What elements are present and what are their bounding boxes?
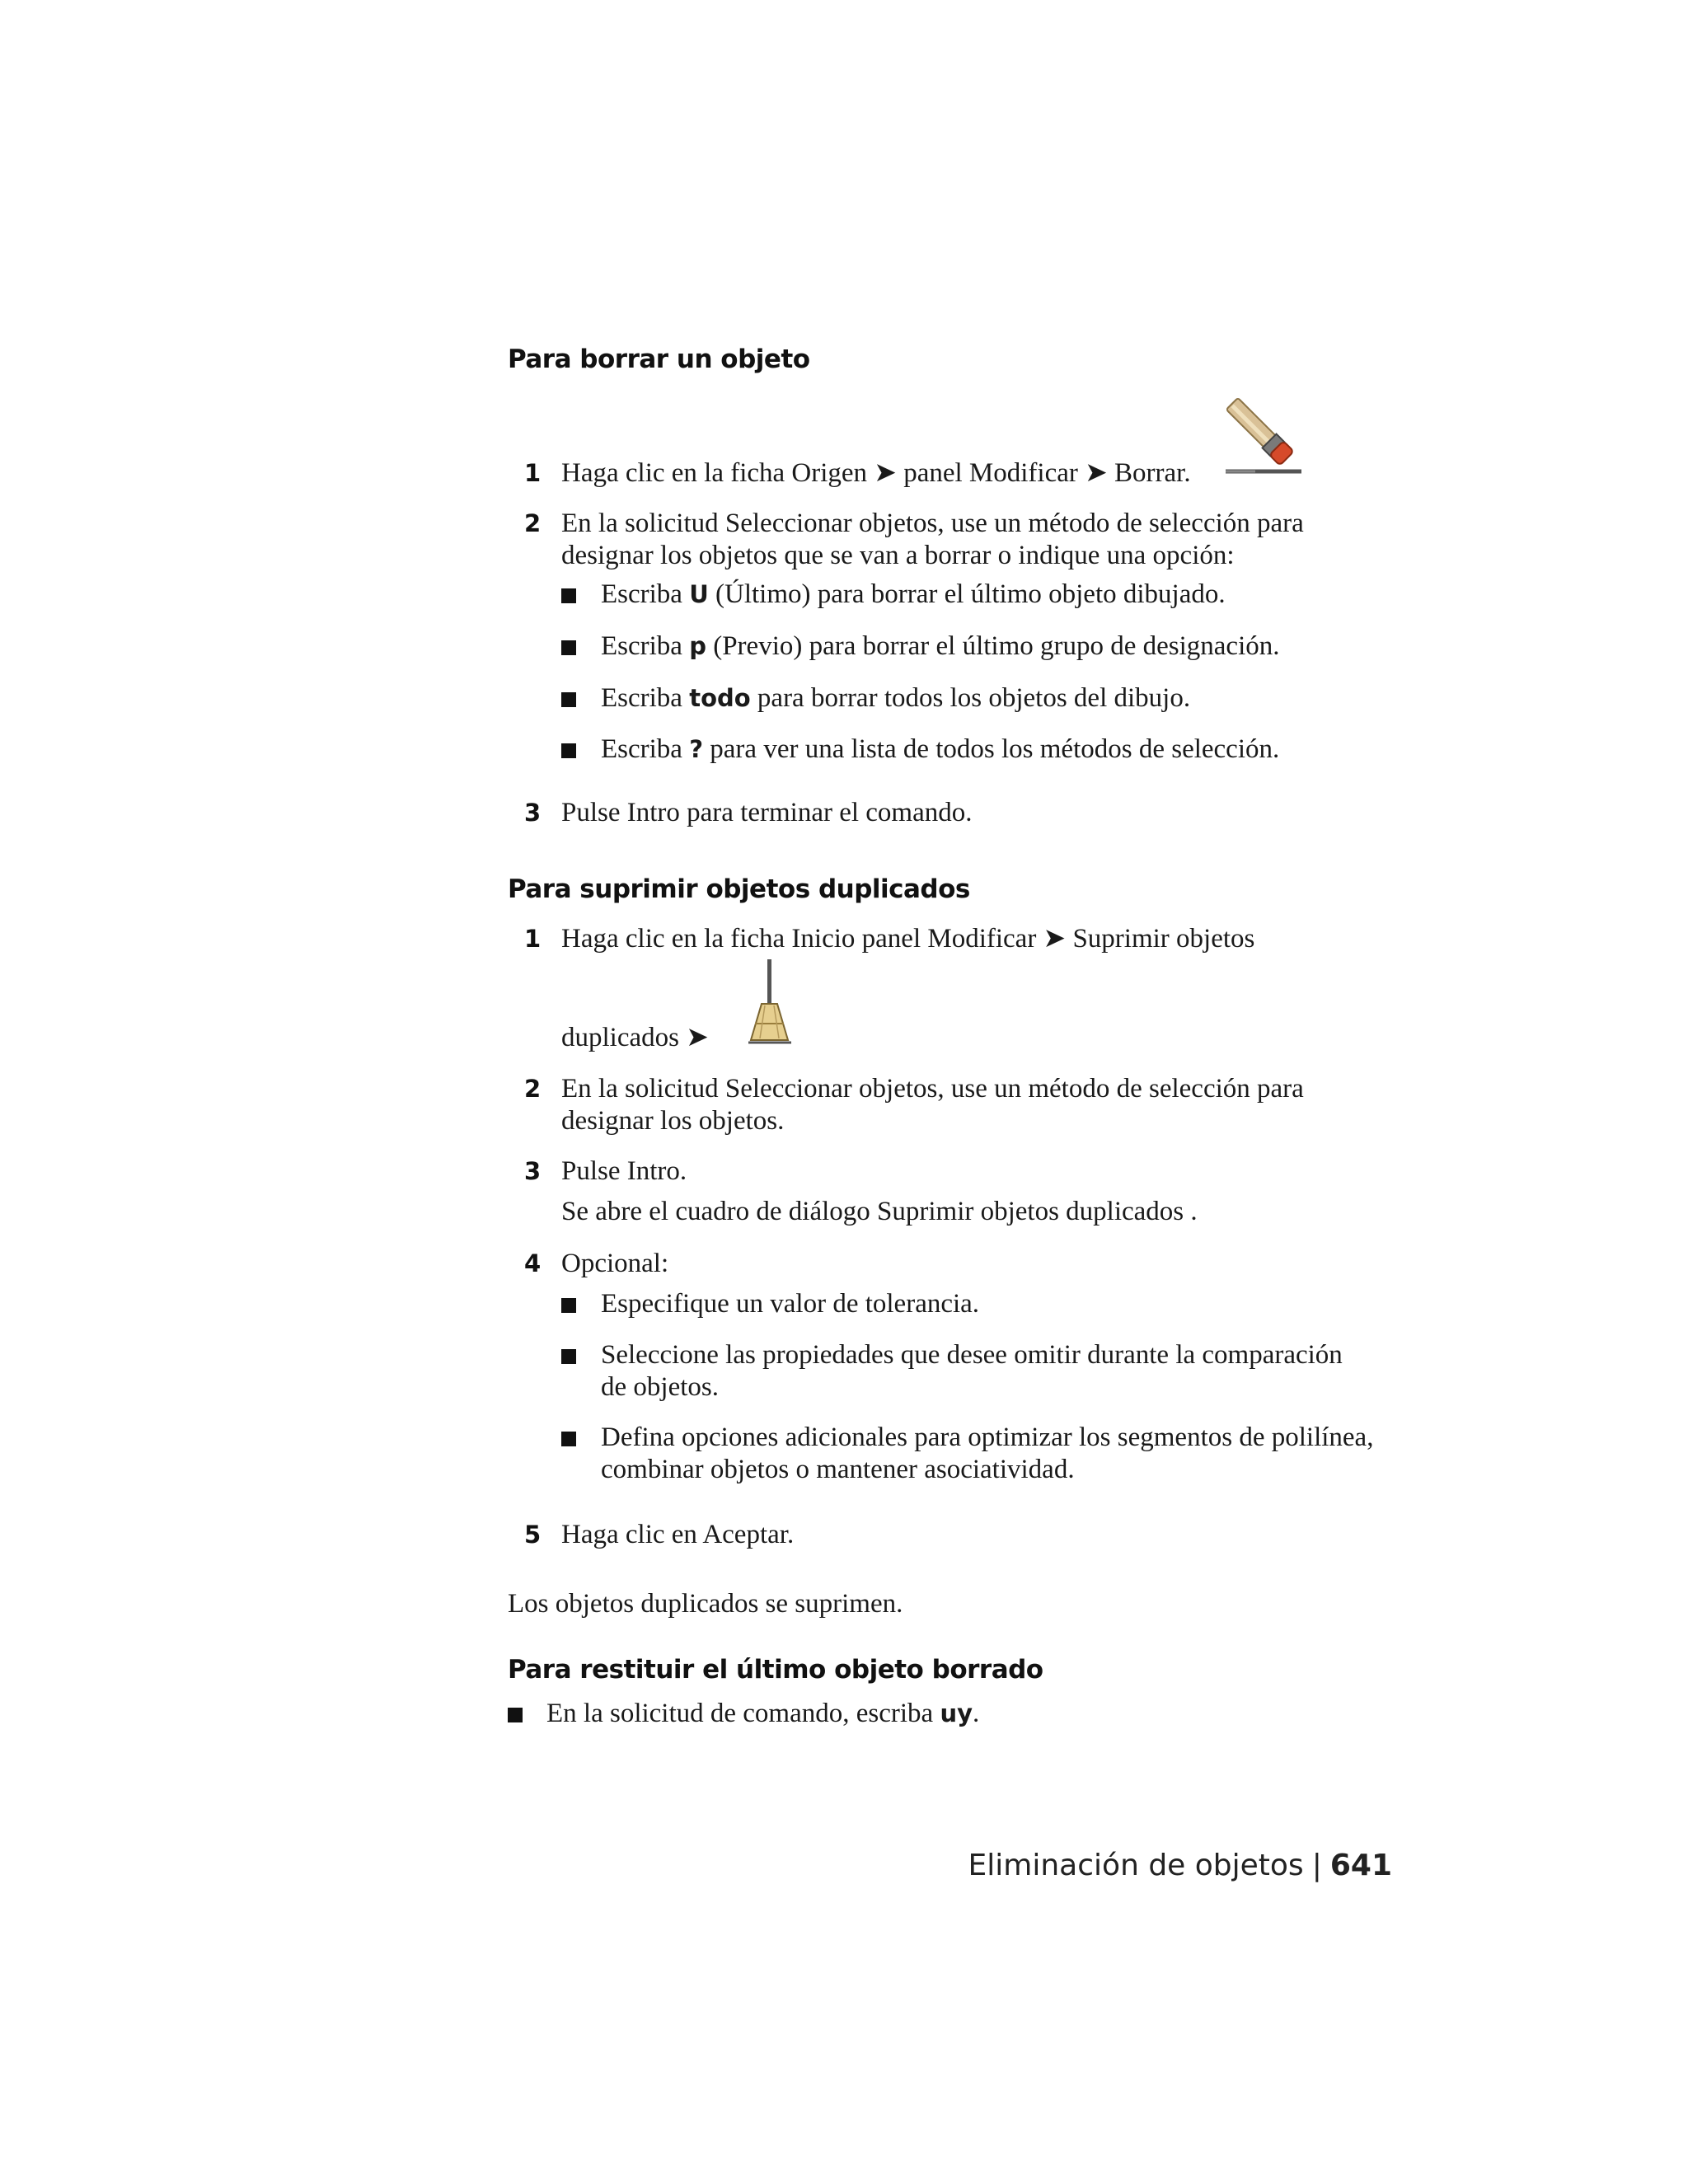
step-number: 2	[524, 509, 542, 537]
bullet-text: Escriba ? para ver una lista de todos los métodos de selección.	[601, 734, 1280, 764]
step-number: 2	[524, 1075, 542, 1103]
step-text: Haga clic en la ficha Inicio panel Modificar ➤ Suprimir objetos	[561, 924, 1255, 954]
eraser-icon	[1222, 394, 1305, 478]
step-number: 3	[524, 1157, 542, 1185]
bullet-text: Defina opciones adicionales para optimizar los segmentos de polilínea,	[601, 1422, 1374, 1452]
step-text: Pulse Intro para terminar el comando.	[561, 798, 973, 827]
bullet-text: Seleccione las propiedades que desee omitir durante la comparación	[601, 1340, 1343, 1370]
step-text: Opcional:	[561, 1249, 669, 1278]
step-text: En la solicitud Seleccionar objetos, use un método de selección para	[561, 1074, 1304, 1104]
step-text: designar los objetos que se van a borrar o indique una opción:	[561, 541, 1235, 570]
bullet-marker	[508, 1708, 523, 1722]
bullet-marker	[561, 588, 576, 603]
bullet-marker	[561, 1349, 576, 1364]
step-text: duplicados ➤	[561, 1023, 709, 1052]
result-text: Los objetos duplicados se suprimen.	[508, 1589, 903, 1619]
bullet-text: Escriba todo para borrar todos los objetos del dibujo.	[601, 683, 1191, 713]
broom-icon	[747, 959, 793, 1045]
step-number: 1	[524, 459, 542, 487]
bullet-marker	[561, 1432, 576, 1446]
step-number: 3	[524, 799, 542, 827]
section-heading: Para suprimir objetos duplicados	[508, 874, 970, 904]
step-text: Haga clic en la ficha Origen ➤ panel Modificar ➤ Borrar.	[561, 458, 1191, 488]
step-text: Haga clic en Aceptar.	[561, 1520, 795, 1549]
bullet-text: Especifique un valor de tolerancia.	[601, 1289, 980, 1319]
bullet-text: Escriba U (Último) para borrar el último objeto dibujado.	[601, 579, 1226, 609]
bullet-text: Escriba p (Previo) para borrar el último grupo de designación.	[601, 631, 1280, 661]
bullet-marker	[561, 692, 576, 707]
step-text: Pulse Intro.	[561, 1156, 687, 1186]
step-number: 1	[524, 925, 542, 953]
bullet-text: combinar objetos o mantener asociatividad.	[601, 1455, 1075, 1484]
step-text: En la solicitud Seleccionar objetos, use un método de selección para	[561, 509, 1304, 538]
step-note: Se abre el cuadro de diálogo Suprimir objetos duplicados .	[561, 1197, 1198, 1226]
bullet-text: de objetos.	[601, 1372, 719, 1402]
section-heading: Para restituir el último objeto borrado	[508, 1655, 1043, 1685]
footer-title: Eliminación de objetos	[968, 1849, 1304, 1882]
section-heading: Para borrar un objeto	[508, 344, 810, 374]
bullet-marker	[561, 1298, 576, 1313]
step-number: 4	[524, 1249, 542, 1277]
step-number: 5	[524, 1521, 542, 1549]
page-number: 641	[1329, 1849, 1392, 1882]
bullet-marker	[561, 743, 576, 758]
footer-separator: |	[1311, 1849, 1322, 1882]
bullet-text: En la solicitud de comando, escriba uy.	[546, 1699, 980, 1728]
page-footer	[968, 1849, 1392, 1882]
bullet-marker	[561, 640, 576, 655]
step-text: designar los objetos.	[561, 1106, 785, 1136]
